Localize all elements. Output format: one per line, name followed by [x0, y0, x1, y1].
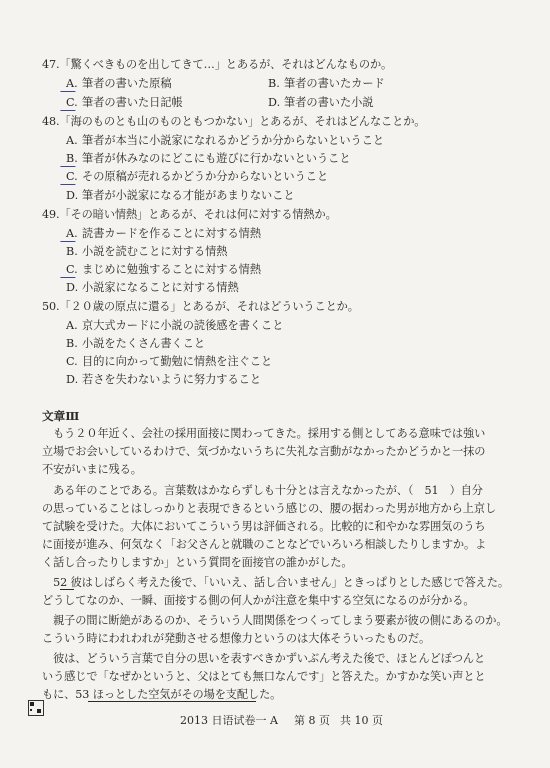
passage-line: 52 彼はしばらく考えた後で、「いいえ、話し合いません」ときっぱりとした感じで答えた。	[42, 576, 509, 589]
passage-line: に面接が進み、何気なく「お父さんと就職のことなどでいろいろ相談したりしますか。よ	[42, 538, 487, 551]
footer-page: 第 8 页	[294, 714, 330, 727]
question-50-stem: 50.「２０歳の原点に還る」とあるが、それはどういうことか。	[42, 300, 359, 313]
underline-52	[60, 589, 74, 590]
passage-line: 彼は、どういう言葉で自分の思いを表すべきかずいぶん考えた後で、ほとんどぽつんと	[42, 652, 486, 665]
passage-line: 立場でお会いしているわけで、気づかないうちに失礼な言動がなかったかどうかと一抹の	[42, 445, 486, 458]
passage-line: て試験を受けた。大体においてこういう男は評価される。比較的に和やかな雰囲気のうち	[42, 520, 486, 533]
question-49-option-c: C. まじめに勉強することに対する情熱	[66, 263, 261, 277]
question-48-stem: 48.「海のものとも山のものともつかない」とあるが、それはどんなことか。	[42, 115, 426, 128]
question-50-option-c: C. 目的に向かって勤勉に情熱を注ぐこと	[66, 355, 273, 368]
passage-line: もに、53 ほっとした空気がその場を支配した。	[42, 688, 282, 701]
passage-line: 不安がいまに残る。	[42, 463, 142, 476]
underline-53	[88, 701, 256, 702]
footer-total: 共 10 页	[340, 714, 383, 727]
question-49-option-a: A. 読書カードを作ることに対する情熱	[66, 227, 261, 241]
question-49-option-d: D. 小説家になることに対する情熱	[66, 281, 239, 294]
footer-exam: 2013 日语试卷一 A	[180, 714, 278, 727]
question-47-option-d: D. 筆者の書いた小説	[268, 96, 374, 109]
question-50-option-a: A. 京大式カードに小説の読後感を書くこと	[66, 319, 284, 332]
question-47-option-a: A. 筆者の書いた原稿	[66, 77, 172, 91]
question-48-option-b: B. 筆者が休みなのにどこにも遊びに行かないということ	[66, 152, 351, 166]
passage-line: く話し合ったりしますか」という質問を面接官の誰かがした。	[42, 556, 353, 569]
passage-line: の思っていることはしっかりと表現できるという感じの、腰の据わった男が地方から上京し	[42, 502, 497, 515]
question-47-option-c: C. 筆者の書いた日記帳	[66, 96, 183, 110]
question-49-stem: 49.「その暗い情熱」とあるが、それは何に対する情熱か。	[42, 208, 337, 221]
question-49-option-b: B. 小説を読むことに対する情熱	[66, 245, 228, 258]
question-48-option-c: C. その原稿が売れるかどうか分からないということ	[66, 170, 328, 184]
question-50-option-d: D. 若さを失わないように努力すること	[66, 373, 262, 386]
passage-heading: 文章Ⅲ	[42, 409, 80, 423]
passage-line: もう２０年近く、会社の採用面接に関わってきた。採用する側としてある意味では強い	[42, 427, 486, 440]
question-47-option-b: B. 筆者の書いたカード	[268, 77, 385, 90]
passage-line: 親子の間に断絶があるのか、そういう人間関係をつくってしまう要素が彼の側にあるのか。	[42, 614, 508, 627]
corner-mark-icon	[28, 700, 44, 716]
passage-line: ある年のことである。言葉数はかならずしも十分とは言えなかったが、（ 51 ）自分	[42, 484, 483, 497]
passage-line: どうしてなのか、一瞬、面接する側の何人かが注意を集中する空気になるのが分かる。	[42, 594, 475, 607]
question-47-stem: 47.「驚くべきものを出してきて…」とあるが、それはどんなものか。	[42, 58, 393, 71]
passage-line: いう感じで「なぜかというと、父はとても無口なんです」と答えた。かすかな笑い声とと	[42, 670, 486, 683]
question-50-option-b: B. 小説をたくさん書くこと	[66, 337, 206, 350]
passage-line: こういう時にわれわれが発動させる想像力というのは大体そういったものだ。	[42, 632, 431, 645]
question-48-option-a: A. 筆者が本当に小説家になれるかどうか分からないということ	[66, 134, 385, 147]
question-48-option-d: D. 筆者が小説家になる才能があまりないこと	[66, 189, 295, 202]
